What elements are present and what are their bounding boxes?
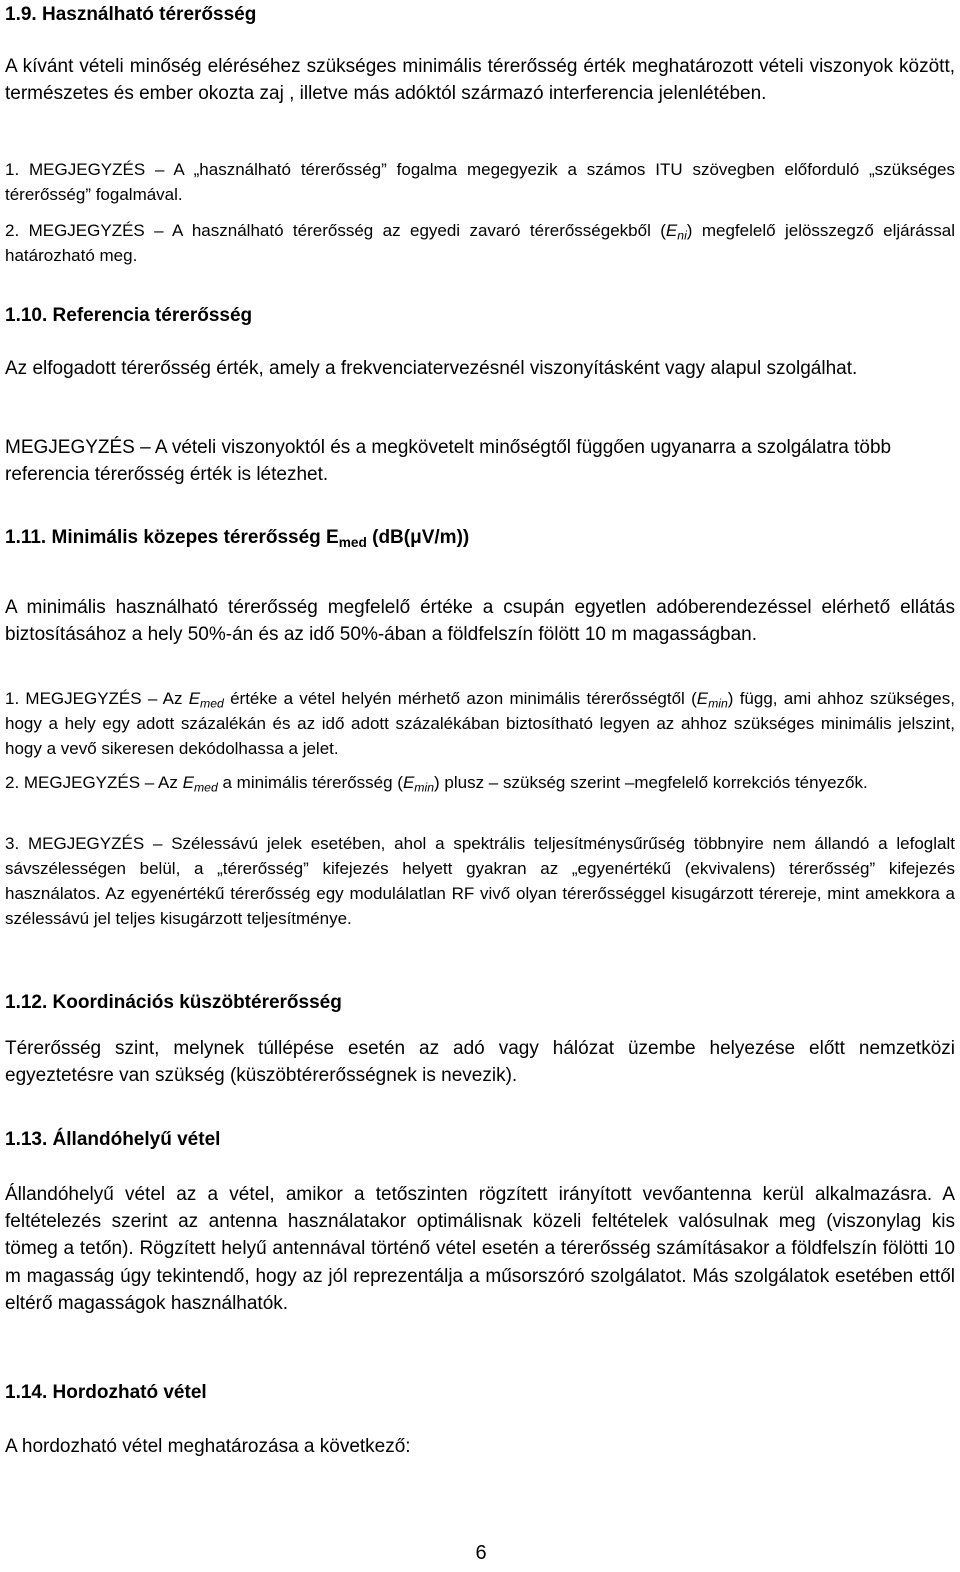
section-heading-1-14: 1.14. Hordozható vétel bbox=[5, 1382, 207, 1403]
subscript-min: min bbox=[414, 780, 435, 795]
section-heading-1-12: 1.12. Koordinációs küszöbtérerősség bbox=[5, 992, 342, 1013]
note-1-11-2-text-c: ) plusz – szükség szerint –megfelelő korrekciós tényezők. bbox=[434, 773, 868, 792]
symbol-e-med: E bbox=[188, 689, 201, 708]
definition-1-11: A minimális használható térerősség megfelelő értéke a csupán egyetlen adóberendezéssel elérhető ellátás biztosításához a hely 50%-án és az idő 50%-ában a földfelszín fölött 10 m magasságban. bbox=[5, 597, 955, 645]
subscript-med: med bbox=[200, 696, 224, 711]
definition-1-9: A kívánt vételi minőség eléréséhez szükséges minimális térerősség érték meghatározott vételi viszonyok között, természetes és ember okozta zaj , illetve más adóktól származó interferencia jelenlétében. bbox=[5, 56, 955, 104]
heading-1-11-text-a: 1.11. Minimális közepes térerősség E bbox=[5, 527, 339, 548]
note-1-9-1: 1. MEGJEGYZÉS – A „használható térerősség” fogalma megegyezik a számos ITU szövegben előforduló „szükséges térerősség” fogalmával. bbox=[5, 160, 955, 204]
symbol-e-min: E bbox=[696, 689, 709, 708]
section-heading-1-10: 1.10. Referencia térerősség bbox=[5, 305, 253, 326]
symbol-e-min: E bbox=[402, 773, 415, 792]
section-heading-1-11 bbox=[5, 525, 469, 551]
note-1-10: MEGJEGYZÉS – A vételi viszonyoktól és a megkövetelt minőségtől függően ugyanarra a szolgálatra több referencia térerősség érték is létezhet. bbox=[5, 437, 892, 485]
definition-1-10: Az elfogadott térerősség érték, amely a frekvenciatervezésnél viszonyításként vagy alapul szolgálhat. bbox=[5, 358, 858, 379]
definition-1-14: A hordozható vétel meghatározása a következő: bbox=[5, 1436, 411, 1457]
heading-1-11-text-b: (dB(μV/m)) bbox=[366, 527, 470, 548]
subscript-min: min bbox=[708, 696, 728, 711]
note-1-9-2 bbox=[5, 218, 955, 268]
document-page bbox=[5, 0, 957, 1572]
note-1-11-1-text-b: értéke a vétel helyén mérhető azon minimális térerősségtől ( bbox=[223, 689, 697, 708]
note-1-9-2-text-a: 2. MEGJEGYZÉS – A használható térerősség az egyedi zavaró térerősségekből ( bbox=[5, 221, 666, 240]
page-number: 6 bbox=[475, 1542, 487, 1564]
note-1-11-2-text-a: 2. MEGJEGYZÉS – Az bbox=[5, 773, 183, 792]
section-heading-1-9: 1.9. Használható térerősség bbox=[5, 4, 257, 25]
subscript-med: med bbox=[338, 534, 367, 550]
section-heading-1-13: 1.13. Állandóhelyű vétel bbox=[5, 1129, 221, 1150]
subscript-ni: ni bbox=[677, 228, 687, 243]
definition-1-12: Térerősség szint, melynek túllépése esetén az adó vagy hálózat üzembe helyezése előtt nemzetközi egyeztetésre van szükség (küszöbtérerősségnek is nevezik). bbox=[5, 1038, 955, 1086]
note-1-11-1-text-c: ) függ, ami ahhoz szükséges, hogy a hely egy adott százalékán és az idő adott százalékában biztosítható legyen az ahhoz szükséges minimális jelszint, hogy a vevő sikeresen dekódolhassa a jelet. bbox=[5, 689, 955, 758]
note-1-11-2-text-b: a minimális térerősség ( bbox=[217, 773, 403, 792]
definition-1-13: Állandóhelyű vétel az a vétel, amikor a tetőszinten rögzített irányított vevőantenna kerül alkalmazásra. A feltételezés szerint az antenna használatakor optimálisnak közeli feltételek valósulnak meg (viszonylag kis tömeg a tetőn). Rögzített helyű antennával történő vétel esetén a térerősség számításakor a földfelszín fölötti 10 m magasság úgy tekintendő, hogy az jól reprezentálja a műsorszóró szolgálatot. Más szolgálatok esetében ettől eltérő magasságok használhatók. bbox=[5, 1184, 955, 1314]
note-1-11-3: 3. MEGJEGYZÉS – Szélessávú jelek esetében, ahol a spektrális teljesítménysűrűség többnyire nem állandó a lefoglalt sávszélességen belül, a „térerősség” kifejezés helyett gyakran az „egyenértékű (ekvivalens) térerősség” kifejezés használatos. Az egyenértékű térerősség egy modulálatlan RF vivő olyan térerősséggel kisugárzott térereje, mint amekkora a szélessávú jel teljes kisugárzott teljesítménye. bbox=[5, 834, 955, 928]
subscript-med: med bbox=[193, 780, 218, 795]
symbol-e: E bbox=[665, 221, 678, 240]
symbol-e-med: E bbox=[182, 773, 194, 792]
note-1-11-1-text-a: 1. MEGJEGYZÉS – Az bbox=[5, 689, 189, 708]
note-1-11-2 bbox=[5, 770, 955, 795]
note-1-11-1 bbox=[5, 686, 955, 761]
note-1-9-2-text-b: ) megfelelő jelösszegző eljárással határozható meg. bbox=[5, 221, 955, 265]
